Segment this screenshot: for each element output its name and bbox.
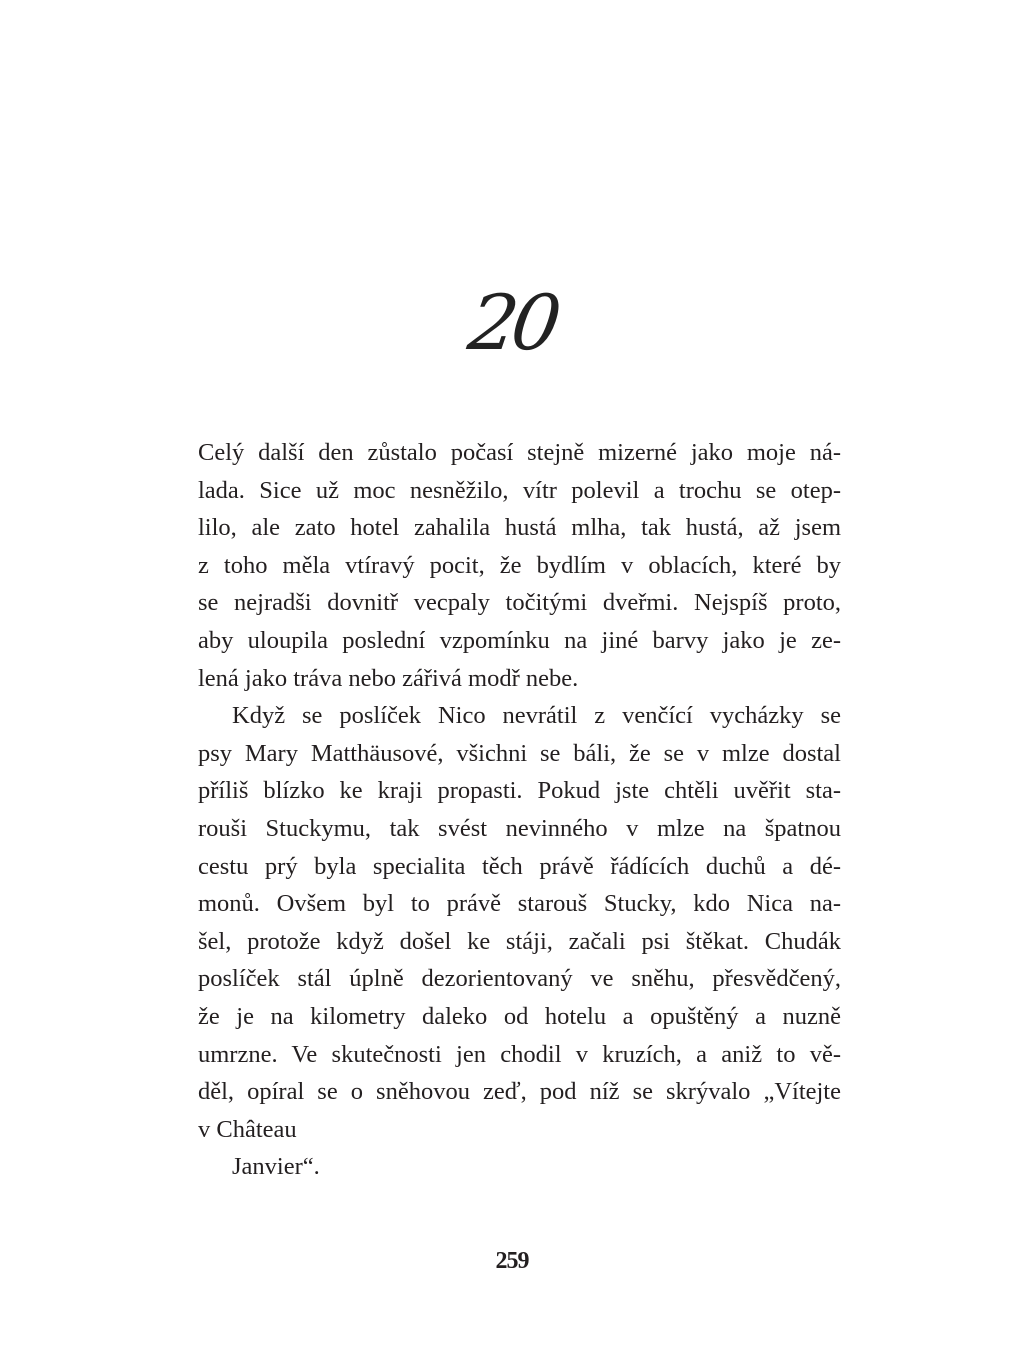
text-line: se nejradši dovnitř vecpaly točitými dveřmi. Nejspíš proto, [198, 589, 841, 617]
text-line: lilo, ale zato hotel zahalila hustá mlha, tak hustá, až jsem [198, 514, 841, 542]
paragraph-2 [198, 697, 841, 1148]
body-text [198, 434, 841, 1186]
text-line: rouši Stuckymu, tak svést nevinného v mlze na špatnou [198, 814, 841, 842]
text-line: psy Mary Matthäusové, všichni se báli, že se v mlze dostal [198, 739, 841, 767]
text-line: Janvier“. [232, 1153, 320, 1181]
text-line: poslíček stál úplně dezorientovaný ve sněhu, přesvědčený, [198, 965, 841, 993]
text-line: příliš blízko ke kraji propasti. Pokud jste chtěli uvěřit sta- [198, 777, 841, 805]
text-line: cestu prý byla specialita těch právě řádících duchů a dé- [198, 852, 841, 880]
text-line: Když se poslíček Nico nevrátil z venčící vycházky se [232, 702, 841, 730]
paragraph-1 [198, 434, 841, 697]
chapter-number: 20 [463, 278, 561, 367]
text-line: z toho měla vtíravý pocit, že bydlím v oblacích, které by [198, 551, 841, 579]
text-line: monů. Ovšem byl to právě starouš Stucky, kdo Nica na- [198, 890, 841, 918]
text-line: Celý další den zůstalo počasí stejně mizerné jako moje ná- [198, 439, 841, 466]
text-line: v Château [198, 1115, 297, 1143]
text-line: šel, protože když došel ke stáji, začali psi štěkat. Chudák [198, 927, 841, 955]
text-line: aby uloupila poslední vzpomínku na jiné barvy jako je ze- [198, 626, 841, 654]
page-number: 259 [495, 1248, 529, 1274]
text-line: že je na kilometry daleko od hotelu a opuštěný a nuzně [198, 1002, 841, 1030]
text-line: děl, opíral se o sněhovou zeď, pod níž se skrývalo „Vítejte [198, 1078, 841, 1106]
paragraph-3 [198, 1148, 841, 1186]
text-line: umrzne. Ve skutečnosti jen chodil v kruzích, a aniž to vě- [198, 1040, 841, 1068]
text-line: lada. Sice už moc nesněžilo, vítr polevil a trochu se otep- [198, 476, 841, 504]
text-line: lená jako tráva nebo zářivá modř nebe. [198, 664, 579, 692]
